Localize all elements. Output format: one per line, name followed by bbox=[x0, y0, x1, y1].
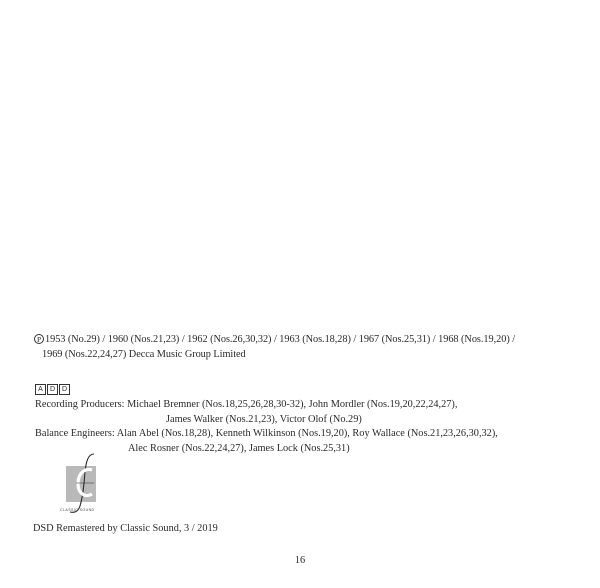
producers-names-2: James Walker (Nos.21,23), Victor Olof (No.29) bbox=[166, 413, 362, 425]
spars-code-box-2: D bbox=[47, 384, 58, 395]
spars-code-box-1: A bbox=[35, 384, 46, 395]
remaster-note: DSD Remastered by Classic Sound, 3 / 2019 bbox=[33, 523, 218, 534]
recording-credits bbox=[35, 398, 585, 456]
engineers-names-1: Alan Abel (Nos.18,28), Kenneth Wilkinson (Nos.19,20), Roy Wallace (Nos.21,23,26,30,32), bbox=[116, 428, 498, 440]
copyright-years: 1953 (No.29) / 1960 (Nos.21,23) / 1962 (Nos.26,30,32) / 1963 (Nos.18,28) / 1967 (Nos.25,31) / 1968 (Nos.19,20) / bbox=[45, 334, 516, 345]
spars-code-box-3: D bbox=[59, 384, 70, 395]
producers-names-1: Michael Bremner (Nos.18,25,26,28,30-32), John Mordler (Nos.19,20,22,24,27), bbox=[127, 399, 458, 410]
producers-line-1 bbox=[35, 398, 585, 413]
copyright-notice bbox=[34, 333, 579, 362]
logo-caption: CLASSIC SOUND bbox=[60, 508, 95, 512]
spars-code bbox=[35, 384, 71, 394]
producers-label: Recording Producers: bbox=[35, 399, 125, 410]
engineers-names-2: Alec Rosner (Nos.22,24,27), James Lock (Nos.25,31) bbox=[128, 442, 350, 454]
phonogram-symbol: P bbox=[34, 334, 44, 344]
engineers-line-1 bbox=[35, 427, 585, 442]
copyright-line-2: 1969 (Nos.22,24,27) Decca Music Group Limited bbox=[42, 348, 246, 360]
copyright-line-1 bbox=[34, 333, 579, 348]
classic-sound-logo-icon bbox=[62, 452, 102, 514]
engineers-label: Balance Engineers: bbox=[35, 428, 115, 440]
page-number: 16 bbox=[294, 555, 306, 566]
